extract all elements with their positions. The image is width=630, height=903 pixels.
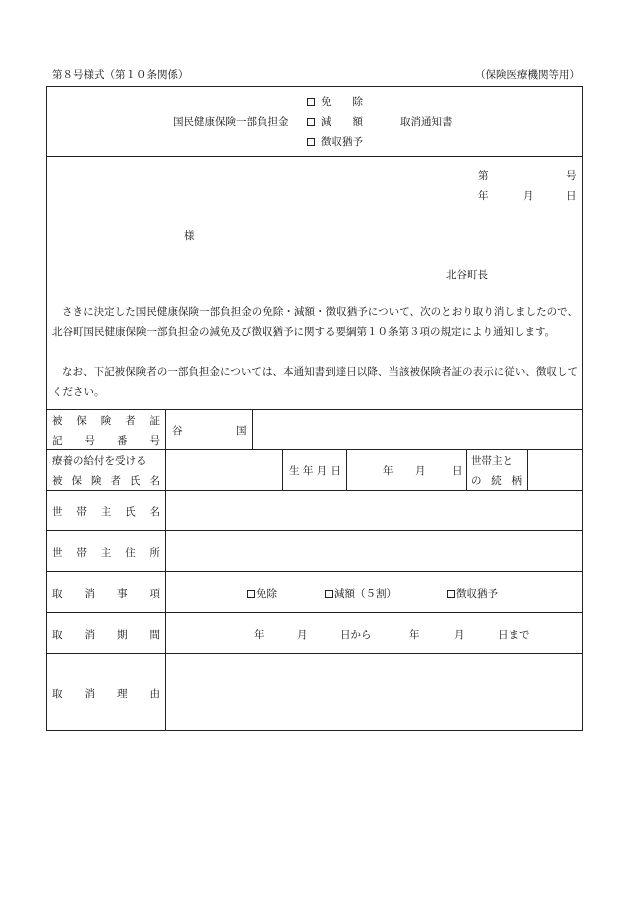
notice-number-label: 第 (478, 170, 489, 182)
householder-name-label: 世 帯 主 氏 名 (52, 506, 160, 518)
title-option-exemption: 免 除 (307, 94, 363, 109)
table-top-line (46, 409, 583, 410)
birth-month-unit: 月 (415, 465, 426, 477)
label-column-divider (165, 409, 166, 731)
householder-address-label: 世 帯 主 住 所 (52, 547, 160, 559)
card-prefix-koku: 国 (236, 425, 247, 437)
birth-date-label: 生 年 月 日 (289, 465, 341, 477)
form-number: 第８号様式（第１０条関係） (52, 69, 189, 81)
notice-date-day: 日 (566, 190, 577, 202)
period-from-day-unit: 日から (340, 629, 372, 641)
insured-card-number-field[interactable] (262, 413, 578, 445)
householder-address-field[interactable] (170, 535, 578, 567)
insured-name-label-top: 療養の給付を受ける (52, 455, 147, 467)
insured-card-label-top: 被 保 険 者 証 (52, 415, 160, 427)
cancel-option-exemption: 免除 (247, 586, 277, 601)
exemption-checkbox[interactable] (307, 98, 315, 106)
cancel-item-label: 取 消 事 項 (52, 588, 160, 600)
card-prefix-ya: 谷 (172, 425, 183, 437)
deferral-checkbox[interactable] (307, 138, 315, 146)
cancel-deferral-checkbox[interactable] (447, 590, 455, 598)
title-option-deferral: 徴収猶予 (307, 134, 363, 149)
notice-body-paragraph-1: さきに決定した国民健康保険一部負担金の免除・減額・徴収猶予について、次のとおり取り消しましたので、北谷町国民健康保険一部負担金の減免及び徴収猶予に関する要綱第１０条第３項の規定により通知します。 (52, 306, 578, 338)
sender-name: 北谷町長 (446, 269, 488, 281)
insured-name-field[interactable] (170, 453, 278, 486)
title-option-reduction: 減 額 (307, 114, 363, 129)
title-prefix: 国民健康保険一部負担金 (173, 116, 289, 128)
cancel-reason-field[interactable] (170, 657, 578, 727)
notice-date-month: 月 (523, 190, 534, 202)
householder-name-field[interactable] (170, 494, 578, 526)
relation-label-top: 世帯主と (471, 455, 513, 467)
birth-year-unit: 年 (383, 465, 394, 477)
addressee-suffix: 様 (184, 230, 195, 242)
reduction-checkbox[interactable] (307, 118, 315, 126)
period-from-month-unit: 月 (297, 629, 308, 641)
period-to-year-unit: 年 (409, 629, 420, 641)
title-divider (46, 156, 583, 157)
form-type: （保険医療機関等用） (475, 69, 580, 81)
period-to-day-unit: 日まで (498, 629, 530, 641)
period-to-month-unit: 月 (454, 629, 465, 641)
cancel-option-reduction: 減額（５割） (325, 586, 397, 601)
cancel-reduction-checkbox[interactable] (325, 590, 333, 598)
title-suffix: 取消通知書 (400, 116, 453, 128)
insured-name-label-bottom: 被 保 険 者 氏 名 (52, 475, 160, 487)
relation-label-bottom: の 続 柄 (471, 475, 522, 487)
notice-body-paragraph-2: なお、下記被保険者の一部負担金については、本通知書到達日以降、当該被保険者証の表示に従い、徴収してください。 (52, 366, 578, 398)
notice-number-suffix: 号 (566, 170, 577, 182)
cancel-exemption-checkbox[interactable] (247, 590, 255, 598)
relation-field[interactable] (531, 453, 579, 486)
period-from-year-unit: 年 (254, 629, 265, 641)
cancel-option-deferral: 徴収猶予 (447, 586, 498, 601)
notice-date-year: 年 (478, 190, 489, 202)
birth-day-unit: 日 (452, 465, 463, 477)
insured-card-label-bottom: 記 号 番 号 (52, 435, 160, 447)
cancel-period-label: 取 消 期 間 (52, 629, 160, 641)
cancel-reason-label: 取 消 理 由 (52, 688, 160, 700)
